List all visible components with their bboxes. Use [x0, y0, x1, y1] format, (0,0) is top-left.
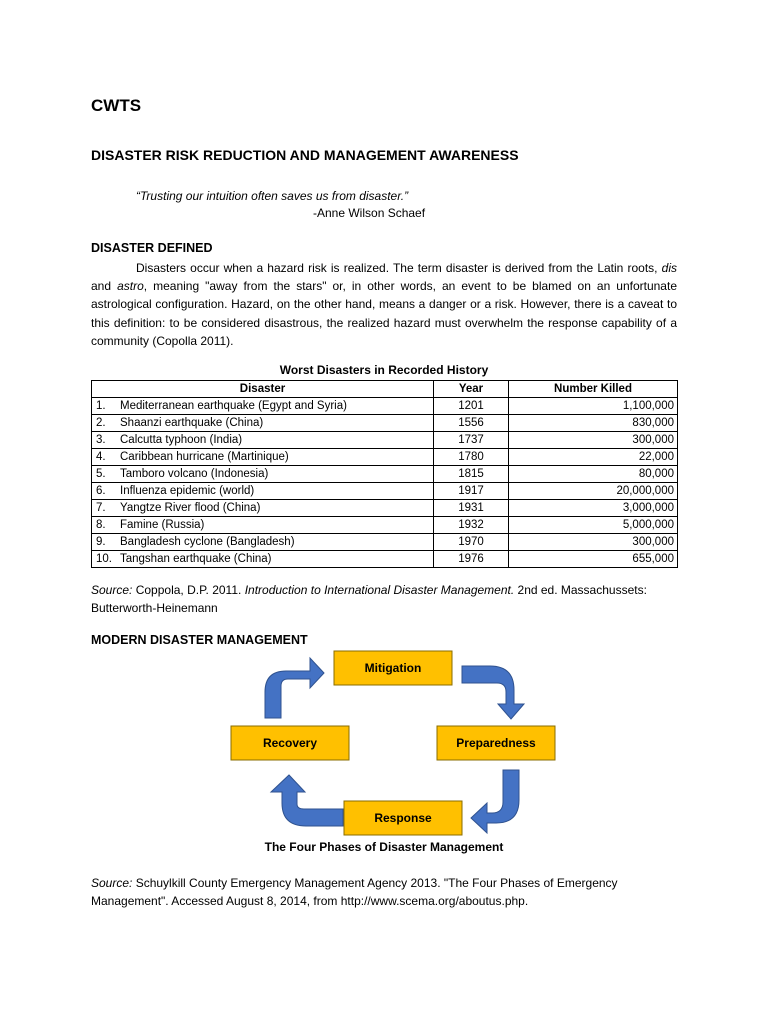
source-title: Introduction to International Disaster Management.	[244, 583, 515, 597]
row-number: 8.	[92, 517, 118, 534]
row-disaster: Famine (Russia)	[117, 517, 434, 534]
phase-preparedness	[437, 726, 555, 760]
row-year: 1976	[434, 551, 509, 568]
row-killed: 300,000	[509, 534, 678, 551]
arrow-response-to-recovery-icon	[271, 775, 343, 826]
row-year: 1815	[434, 466, 509, 483]
row-year: 1970	[434, 534, 509, 551]
arrow-preparedness-to-response-icon	[471, 770, 519, 833]
row-disaster: Yangtze River flood (China)	[117, 500, 434, 517]
header-disaster: Disaster	[92, 381, 434, 398]
svg-text:Preparedness: Preparedness	[456, 736, 536, 750]
term-astro: astro	[117, 279, 144, 294]
row-disaster: Bangladesh cyclone (Bangladesh)	[117, 534, 434, 551]
row-number: 1.	[92, 398, 118, 415]
row-number: 5.	[92, 466, 118, 483]
document-label: CWTS	[91, 96, 142, 115]
section-heading-modern: MODERN DISASTER MANAGEMENT	[91, 633, 308, 647]
row-number: 10.	[92, 551, 118, 568]
row-killed: 22,000	[509, 449, 678, 466]
diagram-source-text: Schuylkill County Emergency Management Agency 2013. "The Four Phases of Emergency Management". Accessed August 8, 2014, from http://www.scema.org/aboutus.php.	[91, 876, 618, 908]
row-disaster: Mediterranean earthquake (Egypt and Syria)	[117, 398, 434, 415]
svg-text:Recovery: Recovery	[262, 736, 318, 750]
epigraph-author: -Anne Wilson Schaef	[313, 206, 426, 220]
source-label: Source:	[91, 583, 133, 597]
row-year: 1780	[434, 449, 509, 466]
word-and: and	[91, 279, 112, 294]
phase-mitigation	[334, 651, 452, 685]
section-heading-disaster-defined: DISASTER DEFINED	[91, 241, 213, 255]
row-killed: 655,000	[509, 551, 678, 568]
epigraph-quote: “Trusting our intuition often saves us from disaster.”	[136, 189, 409, 203]
row-year: 1931	[434, 500, 509, 517]
row-number: 7.	[92, 500, 118, 517]
row-disaster: Calcutta typhoon (India)	[117, 432, 434, 449]
row-killed: 5,000,000	[509, 517, 678, 534]
row-year: 1737	[434, 432, 509, 449]
row-number: 4.	[92, 449, 118, 466]
arrow-recovery-to-mitigation-icon	[265, 658, 324, 718]
diagram-caption: The Four Phases of Disaster Management	[264, 840, 504, 854]
source-rest: 2nd ed. Massachussets: Butterworth-Heinemann	[91, 583, 647, 615]
definition-text-2: , meaning "away from the stars" or, in other words, an event to be blamed on an unfortunate astrological configuration. Hazard, on the other hand, means a danger or a risk. However, there is a caveat to this definition: to be considered disastrous, the realized hazard must overwhelm the response capability of a community (Copolla 2011).	[91, 279, 677, 348]
term-dis: dis	[661, 261, 677, 275]
table-caption: Worst Disasters in Recorded History	[279, 363, 489, 377]
diagram-source	[91, 874, 651, 910]
row-killed: 20,000,000	[509, 483, 678, 500]
row-number: 3.	[92, 432, 118, 449]
svg-text:Mitigation: Mitigation	[364, 661, 422, 675]
arrow-mitigation-to-preparedness-icon	[462, 666, 524, 719]
row-killed: 3,000,000	[509, 500, 678, 517]
row-number: 6.	[92, 483, 118, 500]
svg-text:Response: Response	[374, 811, 432, 825]
row-killed: 1,100,000	[509, 398, 678, 415]
row-number: 9.	[92, 534, 118, 551]
phase-response	[344, 801, 462, 835]
page-title: DISASTER RISK REDUCTION AND MANAGEMENT AWARENESS	[91, 147, 519, 163]
row-killed: 830,000	[509, 415, 678, 432]
row-disaster: Shaanzi earthquake (China)	[117, 415, 434, 432]
row-disaster: Tamboro volcano (Indonesia)	[117, 466, 434, 483]
row-disaster: Tangshan earthquake (China)	[117, 551, 434, 568]
row-year: 1932	[434, 517, 509, 534]
row-year: 1556	[434, 415, 509, 432]
row-killed: 80,000	[509, 466, 678, 483]
row-year: 1201	[434, 398, 509, 415]
phase-recovery	[231, 726, 349, 760]
diagram-source-label: Source:	[91, 876, 133, 890]
row-killed: 300,000	[509, 432, 678, 449]
header-killed: Number Killed	[509, 381, 678, 398]
row-number: 2.	[92, 415, 118, 432]
definition-text-1: Disasters occur when a hazard risk is realized. The term disaster is derived from the Latin roots,	[136, 261, 658, 275]
row-year: 1917	[434, 483, 509, 500]
source-author: Coppola, D.P. 2011.	[135, 583, 242, 597]
row-disaster: Caribbean hurricane (Martinique)	[117, 449, 434, 466]
row-disaster: Influenza epidemic (world)	[117, 483, 434, 500]
header-year: Year	[434, 381, 509, 398]
